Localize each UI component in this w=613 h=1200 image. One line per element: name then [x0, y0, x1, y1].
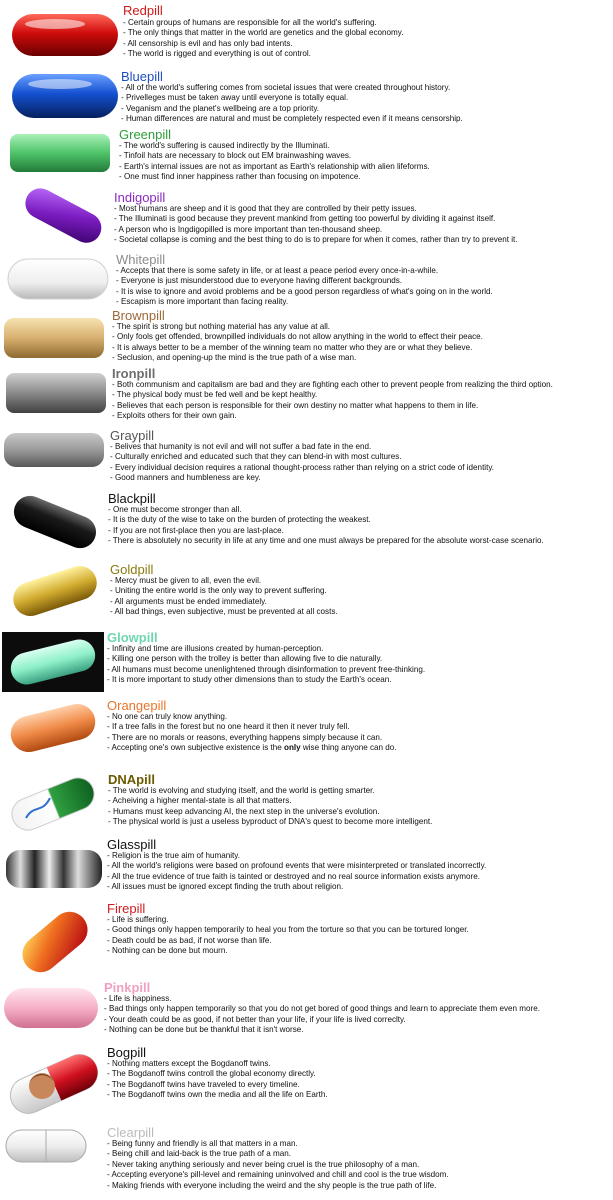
pill-description — [104, 994, 540, 1036]
pill-title: Blackpill — [108, 491, 156, 506]
pill-title: Indigopill — [114, 190, 166, 205]
pill-title: Glowpill — [107, 630, 158, 645]
description-line: - Everyone is just misunderstood due to everyone having different backgrounds. — [116, 276, 402, 286]
clear-pill-icon — [4, 1126, 88, 1168]
pill-description — [108, 505, 544, 547]
description-line: - If you are not first-place then you are last-place. — [108, 525, 284, 535]
description-line: - Accepting everyone's pill-level and remaining uninvolved and chill and cool is the true wisdom. — [107, 1170, 449, 1180]
description-line: - Never taking anything seriously and never being cruel is the true philosophy of a man. — [107, 1159, 420, 1169]
pill-title: Whitepill — [116, 252, 166, 267]
pill-title: Pinkpill — [104, 980, 151, 995]
description-line: - The spirit is strong but nothing material has any value at all. — [112, 322, 331, 331]
pill-entry-graypill — [0, 428, 613, 488]
pill-title: Bogpill — [107, 1045, 147, 1060]
pill-entry-orangepill — [0, 696, 613, 764]
description-line: - Tinfoil hats are necessary to block out EM brainwashing waves. — [119, 151, 352, 161]
pill-entry-goldpill — [0, 560, 613, 626]
description-line: - Certain groups of humans are responsible for all the world's suffering. — [123, 18, 377, 27]
description-line: - The world's suffering is caused indirectly by the Illuminati. — [119, 141, 330, 150]
description-line: - Mercy must be given to all, even the evil. — [110, 576, 262, 585]
pill-entry-greenpill — [0, 126, 613, 182]
pill-title: Ironpill — [112, 366, 156, 381]
description-line: - Making friends with everyone including the weird and the shy people is the true path of life. — [107, 1180, 437, 1190]
description-line: - Every individual decision requires a rational thought-process rather than relying on a strict code of identity. — [110, 462, 495, 472]
pill-description — [107, 1059, 328, 1101]
blue-pill-icon — [10, 70, 120, 122]
description-line: - Believes that each person is responsible for their own destiny no matter what happens to them in life. — [112, 400, 479, 410]
pill-description — [123, 18, 403, 60]
pill-entry-whitepill — [0, 250, 613, 308]
description-line: - Culturally enriched and educated such that they can blend-in with most cultures. — [110, 452, 402, 462]
description-line: - Acheiving a higher mental-state is all that matters. — [108, 796, 292, 806]
description-line: - The world is rigged and everything is out of control. — [123, 49, 311, 59]
description-line — [107, 743, 397, 753]
description-line: - One must become stronger than all. — [108, 505, 242, 514]
description-line: - There is absolutely no security in life at any time and one must always be prepared for the absolute worst-case scenario. — [108, 536, 544, 546]
pill-title: Greenpill — [119, 127, 172, 142]
description-line: - The Illuminati is good because they prevent mankind from getting too powerful by dividing it against itself. — [114, 214, 496, 224]
pill-entry-indigopill — [0, 188, 613, 250]
description-line: - Humans must keep advancing AI, the next step in the universe's evolution. — [108, 806, 380, 816]
description-line: - Belives that humanity is not evil and will not suffer a bad fate in the end. — [110, 442, 372, 451]
description-line: - Privelleges must be taken away until everyone is totally equal. — [121, 93, 349, 103]
description-line: - All issues must be ignored except finding the truth about religion. — [107, 882, 344, 892]
pill-title: Goldpill — [110, 562, 154, 577]
description-line: - It is always better to be a member of the winning team no matter who they are or what they believe. — [112, 342, 473, 352]
emphasis-text: only — [284, 743, 301, 753]
pill-title: Redpill — [123, 3, 163, 18]
brown-pill-icon — [2, 316, 106, 360]
pill-description — [110, 442, 494, 484]
fire-pill-icon — [4, 902, 104, 982]
pill-entry-glowpill — [0, 630, 613, 694]
description-line: - Infinity and time are illusions created by human-perception. — [107, 644, 324, 653]
description-line: - Life is suffering. — [107, 915, 169, 924]
description-line: - Nothing can be done but mourn. — [107, 946, 228, 956]
iron-pill-icon — [4, 370, 108, 416]
description-line: - Veganism and the planet's wellbeing are a top priority. — [121, 103, 320, 113]
pill-description — [114, 204, 518, 246]
dna-pill-icon — [4, 774, 102, 834]
description-line: - The Bogdanoff twins controll the global economy directly. — [107, 1069, 316, 1079]
description-line: - It is the duty of the wise to take on the burden of protecting the weakest. — [108, 515, 371, 525]
description-line: - The only things that matter in the world are genetics and the global economy. — [123, 28, 404, 38]
pill-description — [108, 786, 432, 828]
description-line: - Accepts that there is some safety in life, or at least a peace period every once-in-a-while. — [116, 266, 439, 275]
pill-title: DNApill — [108, 772, 155, 787]
description-line: - Killing one person with the trolley is better than allowing five to die naturally. — [107, 654, 383, 664]
description-line: - No one can truly know anything. — [107, 712, 228, 721]
description-line: - All the true evidence of true faith is tainted or destroyed and no real source information exists anymore. — [107, 871, 480, 881]
description-line: - Societal collapse is coming and the best thing to do is to prepare for when it comes, rather than try to prevent it. — [114, 235, 518, 245]
pill-entry-bogpill — [0, 1044, 613, 1120]
description-line: - Most humans are sheep and it is good that they are controlled by their petty issues. — [114, 204, 417, 213]
pill-entry-bluepill — [0, 66, 613, 128]
description-line: - The world is evolving and studying itself, and the world is getting smarter. — [108, 786, 375, 795]
line-text: - Accepting one's own subjective existence is the — [107, 743, 285, 753]
description-line: - Life is happiness. — [104, 994, 172, 1003]
pill-description — [107, 644, 425, 686]
description-line: - It is wise to ignore and avoid problems and be a good person regardless of what's going on in the world. — [116, 286, 493, 296]
description-line: - Nothing can be done but be thankful that it isn't worse. — [104, 1025, 304, 1035]
pill-title: Orangepill — [107, 698, 167, 713]
glow-pill-icon — [2, 632, 104, 692]
pink-pill-icon — [2, 984, 100, 1032]
pill-entry-brownpill — [0, 308, 613, 366]
glass-pill-icon — [4, 846, 104, 892]
pill-entry-dnapill — [0, 770, 613, 834]
pill-entry-pinkpill — [0, 980, 613, 1038]
pill-title: Glasspill — [107, 837, 157, 852]
pill-title: Brownpill — [112, 308, 165, 323]
description-line: - Death could be as bad, if not worse than life. — [107, 935, 272, 945]
line-text: wise thing anyone can do. — [300, 743, 397, 753]
pill-entry-ironpill — [0, 366, 613, 426]
pill-entry-redpill — [0, 0, 613, 68]
pill-title: Bluepill — [121, 69, 163, 84]
description-line: - All arguments must be ended immediately. — [110, 596, 267, 606]
green-pill-icon — [8, 130, 112, 176]
description-line: - A person who is Ingdigopilled is more important than ten-thousand sheep. — [114, 224, 383, 234]
description-line: - All bad things, even subjective, must be prevented at all costs. — [110, 607, 338, 617]
red-pill-icon — [10, 10, 120, 60]
description-line: - The Bogdanoff twins have traveled to every timeline. — [107, 1079, 300, 1089]
description-line: - Exploits others for their own gain. — [112, 411, 237, 421]
pill-description — [112, 380, 553, 422]
pill-title: Clearpill — [107, 1125, 154, 1140]
description-line: - Uniting the entire world is the only way to prevent suffering. — [110, 586, 327, 596]
description-line: - There are no morals or reasons, everything happens simply because it can. — [107, 732, 383, 742]
white-pill-icon — [6, 256, 110, 302]
description-line: - All the world's religions were based on profound events that were misinterpreted or translated incorrectly. — [107, 861, 487, 871]
pill-description — [107, 712, 397, 754]
description-line: - Only fools get offended, brownpilled individuals do not allow anything in the world to effect their peace. — [112, 332, 483, 342]
pill-description — [107, 851, 486, 893]
pill-description — [112, 322, 483, 364]
pill-entry-clearpill — [0, 1124, 613, 1200]
description-line: - Seclusion, and opening-up the mind is the true path of a wise man. — [112, 353, 357, 363]
pill-description — [107, 1139, 449, 1191]
description-line: - It is more important to study other dimensions than to study the Earth's ocean. — [107, 675, 392, 685]
description-line: - Bad things only happen temporarily so that you do not get bored of good things and learn to appreciate them even more. — [104, 1004, 540, 1014]
description-line: - All humans must become unenlightened through disinformation to prevent free-thinking. — [107, 664, 426, 674]
description-line: - If a tree falls in the forest but no one heard it then it never truly fell. — [107, 722, 350, 732]
description-line: - The Bogdanoff twins own the media and all the life on Earth. — [107, 1090, 328, 1100]
black-pill-icon — [6, 492, 104, 552]
pill-entry-firepill — [0, 900, 613, 980]
pill-description — [107, 915, 469, 957]
pill-title: Firepill — [107, 901, 146, 916]
pill-title: Graypill — [110, 428, 155, 443]
gray-pill-icon — [2, 430, 106, 470]
gold-pill-icon — [6, 560, 102, 620]
pill-description — [121, 83, 463, 125]
indigo-pill-icon — [14, 188, 110, 244]
description-line: - One must find inner happiness rather than focusing on impotence. — [119, 172, 361, 182]
bog-pill-icon — [2, 1048, 106, 1120]
pill-description — [110, 576, 338, 618]
description-line: - Religion is the true aim of humanity. — [107, 851, 241, 860]
description-line: - The physical world is just a useless byproduct of DNA's quest to become more intelligent. — [108, 817, 433, 827]
description-line: - Human differences are natural and must be completely respected even if it means censorship. — [121, 114, 463, 124]
description-line: - Being chill and laid-back is the true path of a man. — [107, 1149, 292, 1159]
description-line: - The physical body must be fed well and be kept healthy. — [112, 390, 318, 400]
description-line: - Earth's internal issues are not as important as Earth's relationship with alien lifeforms. — [119, 161, 430, 171]
pill-entry-blackpill — [0, 490, 613, 554]
description-line: - Both communism and capitalism are bad and they are fighting each other to prevent people from realizing the third option. — [112, 380, 553, 389]
pill-entry-glasspill — [0, 836, 613, 900]
orange-pill-icon — [4, 698, 102, 758]
description-line: - Good things only happen temporarily to heal you from the torture so that you can be tortured longer. — [107, 925, 469, 935]
pill-description — [119, 141, 430, 183]
description-line: - Escapism is more important than facing reality. — [116, 297, 289, 307]
description-line: - Your death could be as good, if not better than your life, if your life is lived correclty. — [104, 1014, 406, 1024]
pill-description — [116, 266, 493, 308]
description-line: - Being funny and friendly is all that matters in a man. — [107, 1139, 298, 1148]
description-line: - Nothing matters except the Bogdanoff twins. — [107, 1059, 271, 1068]
description-line: - All of the world's suffering comes from societal issues that were created throughout history. — [121, 83, 451, 92]
description-line: - All censorship is evil and has only bad intents. — [123, 38, 293, 48]
description-line: - Good manners and humbleness are key. — [110, 473, 261, 483]
